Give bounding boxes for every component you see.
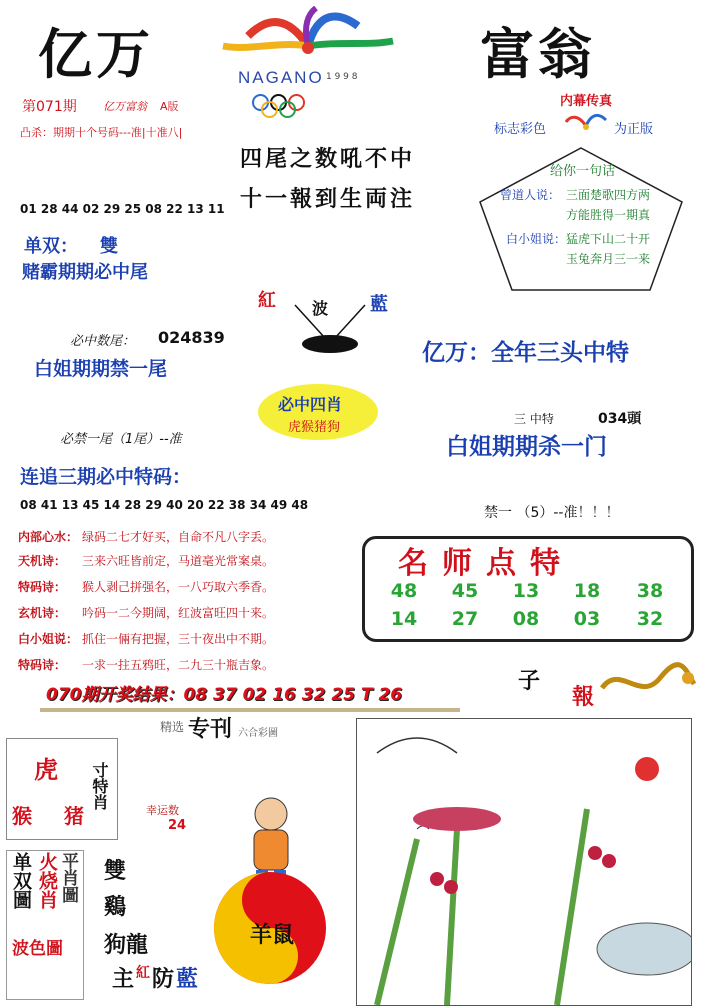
dan-tu: 单双圖 — [10, 852, 32, 909]
yang-shu-text: 羊鼠 — [250, 922, 295, 948]
nagano-logo — [208, 6, 408, 124]
olympic-rings-icon — [252, 94, 342, 114]
poem-value: 吟码一二今期阔，红波富旺四十来。 — [82, 606, 275, 620]
poem-key: 内部心水： — [18, 530, 79, 544]
zi-char: 子 — [518, 668, 541, 694]
master-num: 27 — [451, 608, 479, 630]
poem-key: 特码诗： — [18, 580, 67, 594]
kan-suffix: 六合彩圖 — [238, 728, 278, 739]
chase-title: 连追三期必中特码： — [20, 466, 192, 488]
kan-title: 专刊 — [188, 717, 233, 742]
zhu-char: 主 — [112, 966, 135, 992]
must-tail-value: 024839 — [158, 328, 225, 347]
pentagon-line2a: 猛虎下山二十开 — [566, 232, 651, 246]
poem-row — [18, 630, 274, 647]
pentagon-title: 给你一句话 — [550, 164, 616, 179]
headline-line1: 四尾之数吼不中 — [240, 146, 416, 172]
flower-logo-icon — [208, 6, 408, 66]
three-head-value: 034頭 — [598, 411, 642, 427]
pentagon-line1-label: 曾道人说： — [500, 188, 561, 202]
poem-value: 绿码二七才好买，自命不凡八字丢。 — [82, 530, 275, 544]
bo-tu: 波色圖 — [12, 939, 63, 959]
master-num: 03 — [573, 608, 601, 630]
four-zodiac-title: 必中四肖 — [278, 395, 343, 414]
master-title: 名师点特 — [398, 546, 574, 581]
four-zodiac-value: 虎猴猪狗 — [288, 420, 341, 435]
lan-char: 藍 — [176, 966, 199, 992]
lucky-label: 幸运数 — [146, 804, 179, 817]
issue-grade: A版 — [160, 100, 179, 113]
fang-char: 防 — [152, 966, 175, 992]
huo-tu: 火烧肖 — [36, 852, 58, 909]
dragon-icon — [600, 658, 696, 710]
title-left: 亿万 — [38, 22, 154, 86]
poem-key: 天机诗： — [18, 554, 67, 568]
danshuang-label: 单双： — [24, 236, 78, 257]
must-tail-slogan: 白姐期期禁一尾 — [34, 358, 168, 380]
shuang-char: 雙 — [104, 858, 127, 884]
poem-row — [18, 528, 274, 545]
fax-left: 标志彩色 — [494, 122, 547, 137]
poem-key: 玄机诗： — [18, 606, 67, 620]
master-num: 38 — [636, 580, 664, 602]
master-num: 08 — [512, 608, 540, 630]
bamboo-bird-icon — [357, 719, 691, 1005]
wave-red: 紅 — [258, 290, 276, 311]
draw-result: 070期开奖结果：08 37 02 16 32 25 T 26 — [46, 685, 403, 705]
headline-line2: 十一報到生両注 — [240, 186, 416, 212]
poem-row — [18, 552, 274, 569]
bao-char: 報 — [572, 684, 595, 710]
gou-long-text: 狗龍 — [104, 932, 149, 958]
issue-subtitle: 凸杀：期期十个号码---准|十准八| — [20, 126, 183, 139]
yiwan-slogan: 亿万：全年三头中特 — [422, 340, 629, 366]
ban-one: 禁一 （5）--准！！！ — [484, 505, 620, 521]
poem-value: 一求一拄五鸦旺，二九三十瓶吉象。 — [82, 658, 275, 672]
master-num: 48 — [390, 580, 418, 602]
master-num: 18 — [573, 580, 601, 602]
poem-value: 猴人剥己拼强名，一八巧取六季香。 — [82, 580, 275, 594]
logo-word: NAGANO — [238, 68, 324, 87]
monkey-char: 猴 — [12, 804, 32, 828]
kill-door: 白姐期期杀一门 — [446, 434, 607, 460]
master-num: 45 — [451, 580, 479, 602]
danshuang-value: 雙 — [100, 236, 118, 257]
bird-illustration — [356, 718, 692, 1006]
wave-blue: 藍 — [370, 294, 388, 315]
master-num: 13 — [512, 580, 540, 602]
ban-tail: 必禁一尾（1尾）--准 — [60, 432, 182, 447]
fax-right: 为正版 — [614, 122, 654, 137]
fax-logo-icon — [564, 108, 608, 136]
bowl-icon — [280, 300, 380, 360]
poem-row — [18, 578, 274, 595]
pentagon-line1b: 方能胜得一期真 — [566, 208, 651, 222]
pentagon-line2-label: 白小姐说： — [506, 232, 567, 246]
pentagon-line1a: 三面楚歌四方两 — [566, 188, 651, 202]
poem-key: 白小姐说： — [18, 632, 79, 646]
numbers-row1: 01 28 44 02 29 25 08 22 13 11 — [20, 202, 225, 216]
ji-char: 鷄 — [104, 894, 127, 920]
issue-brand: 亿万富翁 — [103, 100, 147, 113]
poem-row — [18, 604, 274, 621]
lucky-number: 24 — [168, 818, 187, 833]
issue-number: 第071期 — [22, 99, 77, 115]
title-right: 富翁 — [480, 22, 596, 86]
master-num: 14 — [390, 608, 418, 630]
must-tail-label: 必中数尾： — [70, 334, 136, 349]
poem-row — [18, 656, 274, 673]
wave-mid: 波 — [312, 299, 329, 318]
danshuang-slogan: 赌霸期期必中尾 — [22, 262, 148, 283]
te-shi-text: 寸特肖 — [90, 762, 109, 810]
chase-numbers: 08 41 13 45 14 28 29 40 20 22 38 34 49 48 — [20, 498, 309, 512]
master-num: 32 — [636, 608, 664, 630]
kan-prefix: 精选 — [160, 720, 185, 734]
three-head-label: 三 中特 — [514, 412, 554, 426]
fax-title: 内幕传真 — [560, 94, 613, 109]
pentagon-line2b: 玉兔奔月三一来 — [566, 252, 651, 266]
tiger-char: 虎 — [34, 755, 58, 784]
poem-key: 特码诗： — [18, 658, 67, 672]
hong-char: 紅 — [136, 965, 150, 981]
logo-year: 1 9 9 8 — [326, 72, 358, 82]
kan-banner — [160, 712, 360, 746]
poem-value: 抓住一倆有把握，三十夜出中不期。 — [82, 632, 275, 646]
poem-value: 三来六旺皆前定，马道毫光常案桌。 — [82, 554, 275, 568]
ping-tu: 平肖圖 — [58, 852, 78, 903]
pig-char: 猪 — [64, 804, 84, 828]
